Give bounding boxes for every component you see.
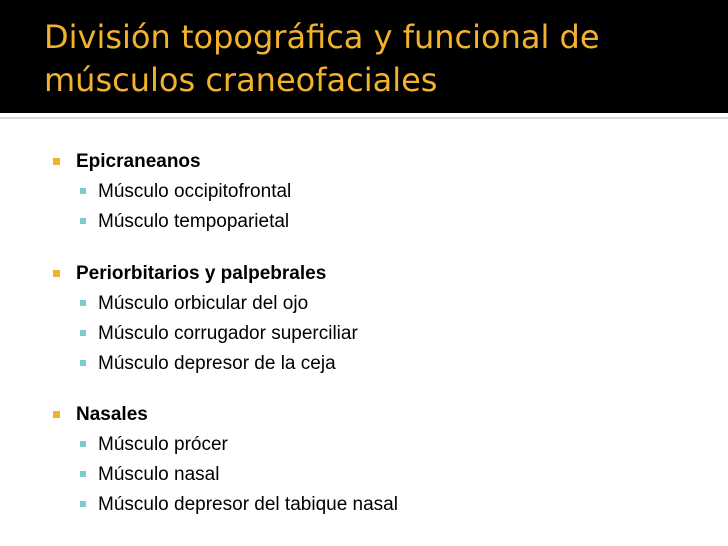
section-heading: Epicraneanos <box>76 151 201 172</box>
list-item <box>0 292 728 322</box>
section-heading-row <box>0 403 728 433</box>
section-heading-row <box>0 150 728 180</box>
square-bullet-icon <box>80 360 86 366</box>
list-item <box>0 463 728 493</box>
square-bullet-icon <box>53 158 60 165</box>
section-heading: Nasales <box>76 404 148 425</box>
square-bullet-icon <box>80 471 86 477</box>
list-item-text: Músculo depresor de la ceja <box>98 353 336 374</box>
list-item-text: Músculo orbicular del ojo <box>98 293 309 314</box>
square-bullet-icon <box>80 501 86 507</box>
section-epicraneanos <box>0 150 728 240</box>
square-bullet-icon <box>80 188 86 194</box>
section-nasales <box>0 403 728 523</box>
square-bullet-icon <box>80 300 86 306</box>
square-bullet-icon <box>80 441 86 447</box>
section-heading: Periorbitarios y palpebrales <box>76 263 327 284</box>
square-bullet-icon <box>53 270 60 277</box>
list-item <box>0 493 728 523</box>
section-heading-row <box>0 262 728 292</box>
list-item <box>0 322 728 352</box>
slide-title-line-1: División topográfica y funcional de <box>44 18 600 56</box>
list-item-text: Músculo depresor del tabique nasal <box>98 494 398 515</box>
list-item-text: Músculo corrugador superciliar <box>98 323 358 344</box>
list-item-text: Músculo nasal <box>98 464 220 485</box>
list-item-text: Músculo tempoparietal <box>98 211 290 232</box>
list-item <box>0 180 728 210</box>
list-item <box>0 352 728 382</box>
list-item <box>0 210 728 240</box>
square-bullet-icon <box>53 411 60 418</box>
square-bullet-icon <box>80 218 86 224</box>
list-item-text: Músculo prócer <box>98 434 228 455</box>
square-bullet-icon <box>80 330 86 336</box>
list-item-text: Músculo occipitofrontal <box>98 181 292 202</box>
slide-title-line-2: músculos craneofaciales <box>44 61 438 99</box>
list-item <box>0 433 728 463</box>
section-periorbitarios <box>0 262 728 382</box>
